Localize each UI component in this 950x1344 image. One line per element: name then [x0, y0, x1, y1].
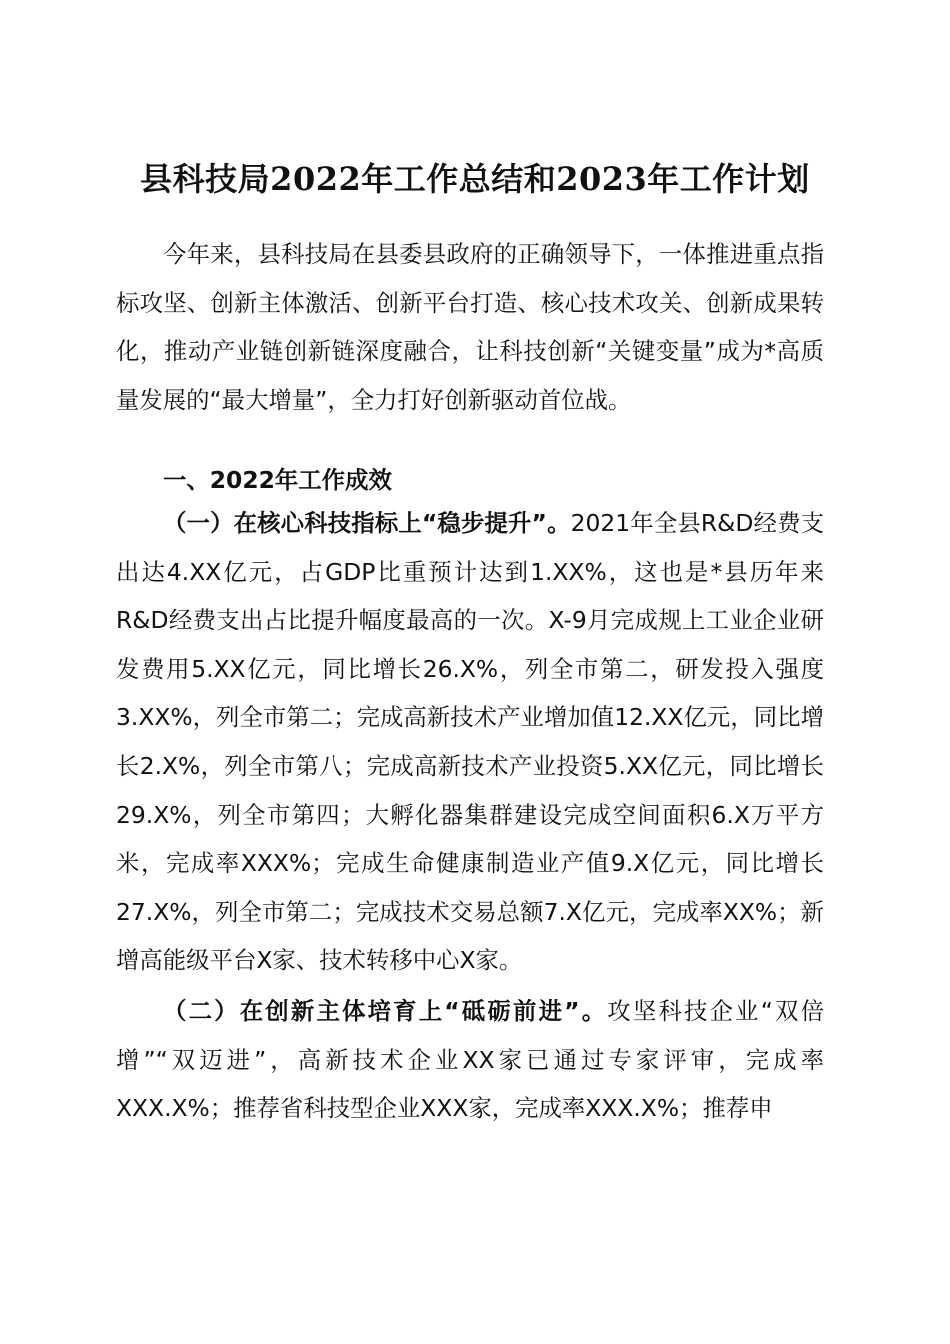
paragraph-core-indicators: [116, 499, 824, 985]
section-heading: 一、2022年工作成效: [163, 466, 392, 494]
paragraph-subheading: （一）在核心科技指标上“稳步提升”。: [163, 509, 571, 537]
paragraph-innovation-entities: [116, 987, 824, 1133]
document-title: 县科技局2022年工作总结和2023年工作计划: [140, 160, 810, 199]
paragraph-body: 2021年全县R&D经费支出达4.XX亿元，占GDP比重预计达到1.XX%，这也是*县历年来R&D经费支出占比提升幅度最高的一次。X-9月完成规上工业企业研发费用5.XX亿元，同比增长26.X%，列全市第二，研发投入强度3.XX%，列全市第二；完成高新技术产业增加值12.XX亿元，同比增长2.X%，列全市第八；完成高新技术产业投资5.XX亿元，同比增长29.X%，列全市第四；大孵化器集群建设完成空间面积6.X万平方米，完成率XXX%；完成生命健康制造业产值9.X亿元，同比增长27.X%，列全市第二；完成技术交易总额7.X亿元，完成率XX%；新增高能级平台X家、技术转移中心X家。: [116, 509, 824, 975]
intro-paragraph: 今年来，县科技局在县委县政府的正确领导下，一体推进重点指标攻坚、创新主体激活、创新平台打造、核心技术攻关、创新成果转化，推动产业链创新链深度融合，让科技创新“关键变量”成为*高质量发展的“最大增量”，全力打好创新驱动首位战。: [116, 240, 824, 414]
paragraph-body: 攻坚科技企业“双倍增”“双迈进”，高新技术企业XX家已通过专家评审，完成率XXX.X%；推荐省科技型企业XXX家，完成率XXX.X%；推荐申: [116, 997, 825, 1123]
paragraph-subheading: （二）在创新主体培育上“砥砺前进”。: [163, 997, 608, 1025]
